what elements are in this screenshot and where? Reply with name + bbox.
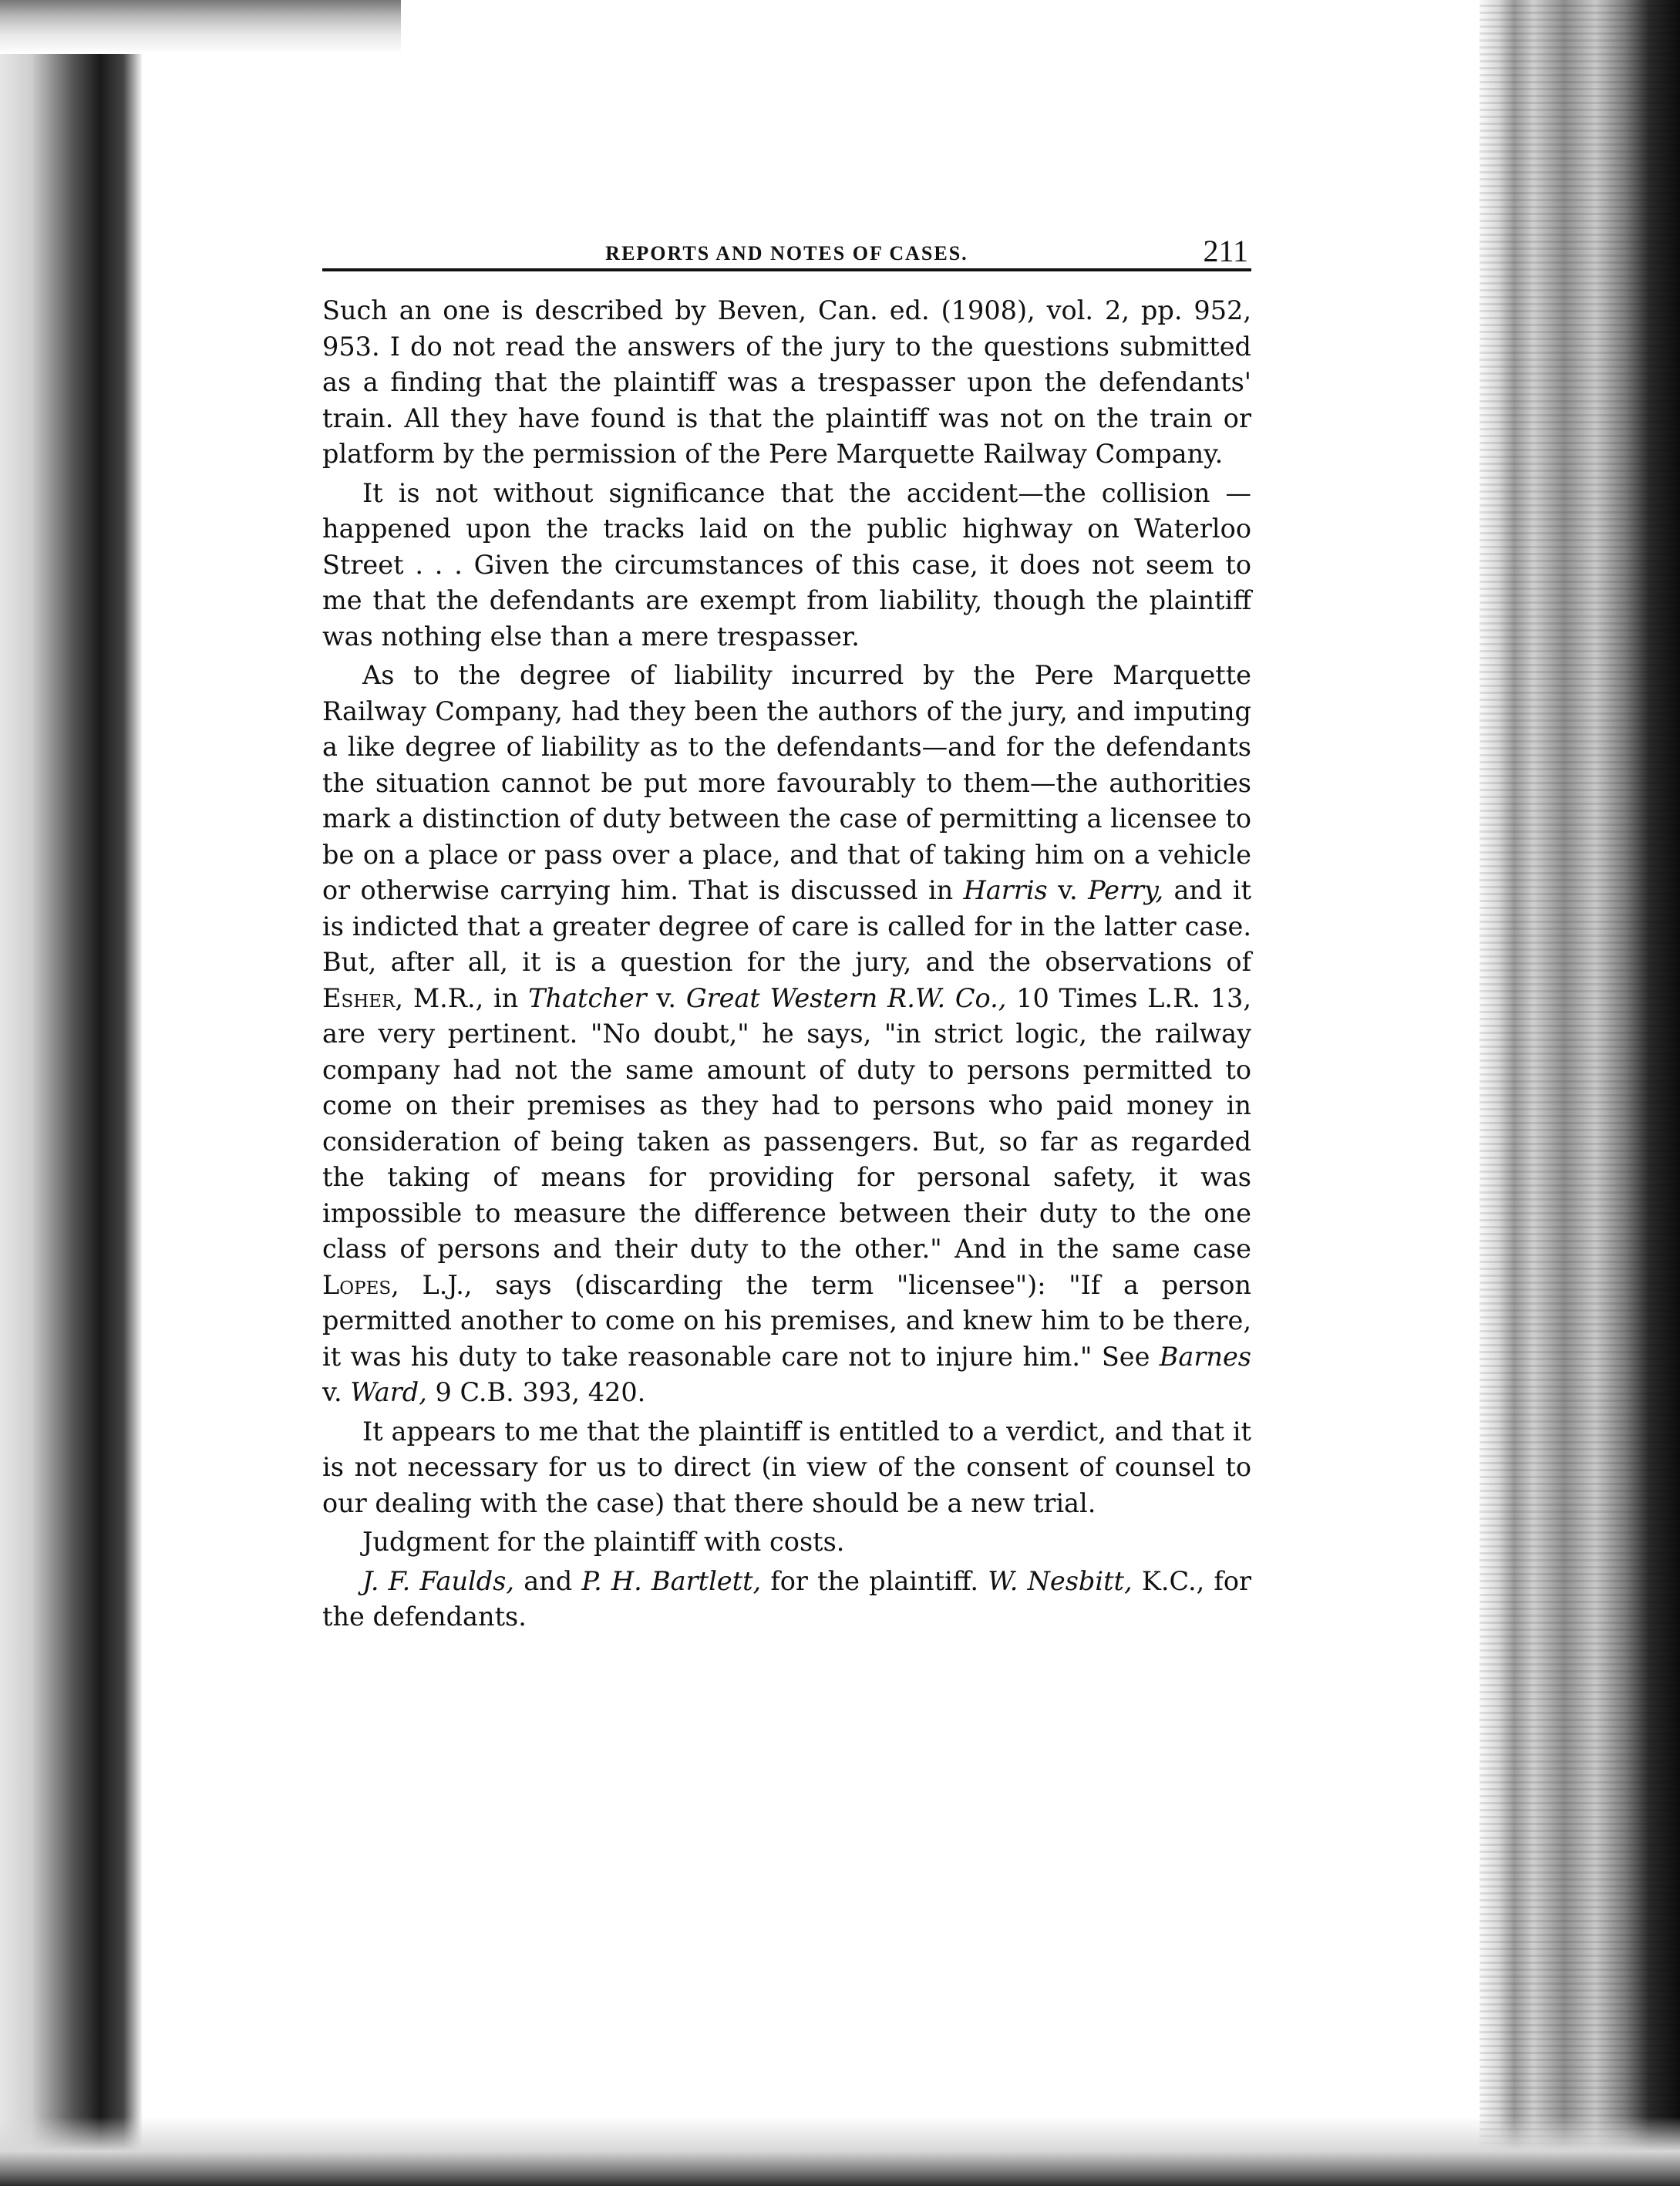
- paragraph-3-text-7: , L.J., says (discarding the term "licensee"): "If a person permitted another to come on his premises, and knew him to be there, it was his duty to take reasonable care not to injure him." See: [322, 1269, 1251, 1372]
- case-name-harris: Harris: [963, 875, 1048, 905]
- paragraph-3-text-2: v.: [1047, 875, 1089, 905]
- counsel-text-3: K.C., for the defendants.: [322, 1565, 1252, 1632]
- counsel-line: [322, 1564, 1251, 1635]
- scan-shadow-left: [0, 0, 143, 2186]
- paragraph-4: It appears to me that the plaintiff is entitled to a verdict, and that it is not necessary for us to direct (in view of the consent of counsel to our dealing with the case) that there should be a new trial.: [322, 1416, 1251, 1518]
- counsel-bartlett: P. H. Bartlett,: [581, 1565, 762, 1596]
- case-name-ward: Ward,: [350, 1377, 427, 1407]
- judgment-line: Judgment for the plaintiff with costs.: [362, 1527, 845, 1557]
- running-title: REPORTS AND NOTES OF CASES.: [605, 242, 968, 264]
- paragraph-3-text-8: v.: [322, 1377, 351, 1407]
- counsel-text-2: for the plaintiff.: [761, 1565, 988, 1596]
- case-name-thatcher: Thatcher: [528, 982, 647, 1013]
- judge-name-lopes: Lopes: [322, 1269, 392, 1300]
- running-header: [322, 231, 1251, 271]
- paragraph-3-text-3: and it is indicted that a greater degree of care is called for in the latter case. But, after all, it is a question for the jury, and the observations of: [322, 875, 1251, 977]
- case-name-perry: Perry,: [1088, 875, 1164, 905]
- paragraph-3-text-9: 9 C.B. 393, 420.: [426, 1377, 646, 1407]
- case-name-barnes: Barnes: [1159, 1341, 1251, 1372]
- counsel-text-1: and: [514, 1565, 582, 1596]
- counsel-faulds: J. F. Faulds,: [362, 1565, 515, 1596]
- paragraph-3-text-1: As to the degree of liability incurred by the Pere Marquette Railway Company, had they been the authors of the jury, and imputing a like degree of liability as to the defendants—and for the defendants the situation cannot be put more favourably to them—the authorities mark a distinction of duty between the case of permitting a licensee to be on a place or pass over a place, and that of taking him on a vehicle or otherwise carrying him. That is discussed in: [322, 660, 1251, 905]
- paragraph-3-text-5: v.: [646, 982, 686, 1013]
- judge-name-esher: Esher: [322, 982, 396, 1013]
- scan-book-edge-right: [1480, 0, 1680, 2186]
- paragraph-3-text-4: , M.R., in: [395, 982, 529, 1013]
- paragraph-2: It is not without significance that the accident—the collision —happened upon the tracks laid on the public highway on Waterloo Street . . . Given the circumstances of this case, it does not seem to me that the defendants are exempt from liability, though the plaintiff was nothing else than a mere trespasser.: [322, 477, 1251, 652]
- scan-shadow-top-left: [0, 0, 401, 54]
- paragraph-1: Such an one is described by Beven, Can. ed. (1908), vol. 2, pp. 952, 953. I do not read the answers of the jury to the questions submitted as a finding that the plaintiff was a trespasser upon the defendants' train. All they have found is that the plaintiff was not on the train or platform by the permission of the Pere Marquette Railway Company.: [322, 295, 1251, 469]
- case-name-great-western: Great Western R.W. Co.,: [685, 982, 1007, 1013]
- paragraph-3: [322, 658, 1251, 1411]
- book-page: [322, 231, 1251, 1639]
- counsel-nesbitt: W. Nesbitt,: [988, 1565, 1133, 1596]
- scan-shadow-bottom: [0, 2117, 1680, 2186]
- page-number: 211: [1203, 234, 1248, 268]
- paragraph-3-text-6: 10 Times L.R. 13, are very pertinent. "No doubt," he says, "in strict logic, the railway company had not the same amount of duty to persons permitted to come on their premises as they had to persons who paid money in consideration of being taken as passengers. But, so far as regarded the taking of means for providing for personal safety, it was impossible to measure the difference between their duty to the one class of persons and their duty to the other." And in the same case: [322, 982, 1251, 1264]
